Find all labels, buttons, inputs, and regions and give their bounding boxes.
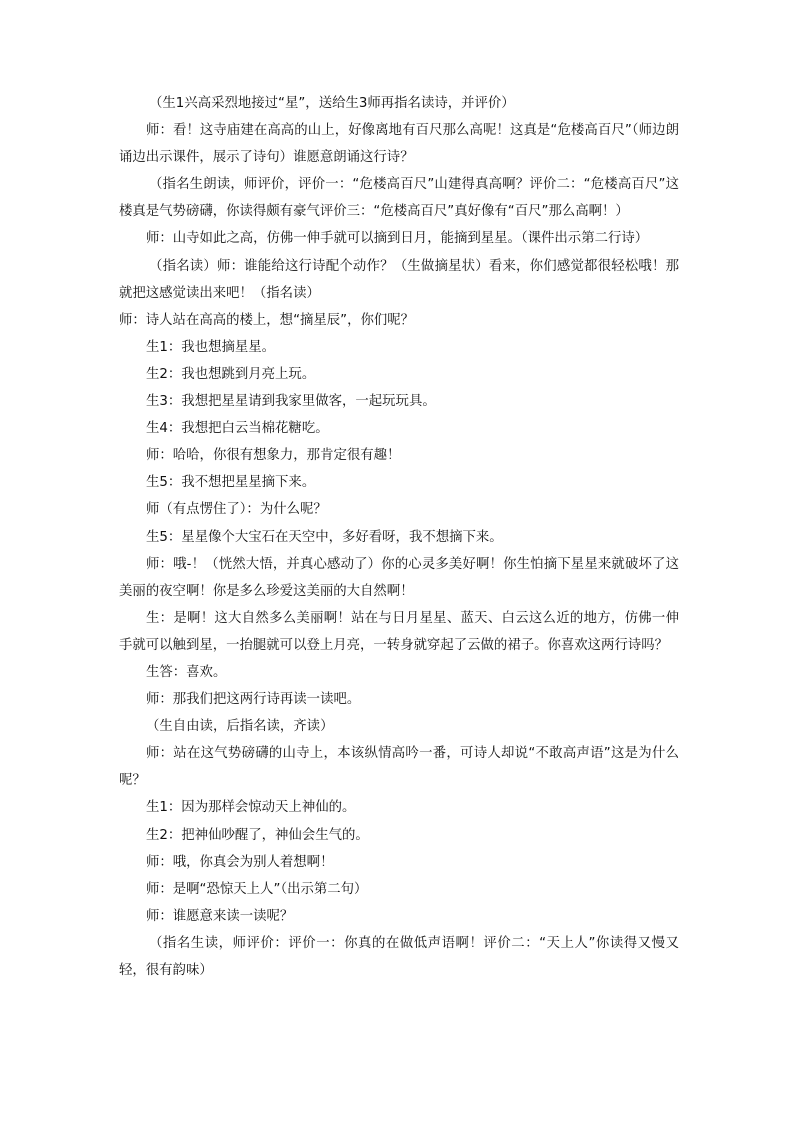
paragraph: 师（有点愣住了）：为什么呢？ [146, 502, 327, 518]
paragraph: 师：是啊“恐惊天上人”（出示第二句） [146, 881, 368, 897]
paragraph: （生1兴高采烈地接过“星”，送给生3师再指名读诗，并评价） [149, 96, 515, 111]
paragraph: （指名生读，师评价：评价一：你真的在做低声语啊！评价二：“天上人”你读得又慢又轻，很有韵味） [119, 935, 679, 978]
paragraph: （生自由读，后指名读，齐读） [146, 719, 334, 735]
paragraph: 生1：我也想摘星星。 [146, 339, 276, 355]
paragraph: 生1：因为那样会惊动天上神仙的。 [146, 800, 356, 816]
paragraph: 师：哦-！（恍然大悟，并真心感动了）你的心灵多美好啊！你生怕摘下星星来就破坏了这美丽的夜空啊！你是多么珍爱这美丽的大自然啊！ [119, 556, 679, 599]
paragraph: 生5：我不想把星星摘下来。 [146, 475, 316, 491]
paragraph: 生4：我想把白云当棉花糖吃。 [146, 421, 329, 437]
paragraph: （指名读）师：谁能给这行诗配个动作？（生做摘星状）看来，你们感觉都很轻松哦！那就把这感觉读出来吧！（指名读） [119, 258, 679, 301]
paragraph: 师：哦，你真会为别人着想啊！ [146, 854, 334, 870]
paragraph: 生3：我想把星星请到我家里做客，一起玩玩具。 [146, 394, 436, 410]
paragraph: 师：那我们把这两行诗再读一读吧。 [146, 692, 361, 708]
document-body [119, 90, 679, 984]
paragraph: 生答：喜欢。 [146, 664, 227, 680]
paragraph: 师：看！这寺庙建在高高的山上，好像离地有百尺那么高呢！这真是“危楼高百尺”（师边朗诵边出示课件，展示了诗句）谁愿意朗诵这行诗？ [119, 123, 679, 166]
paragraph: 生2：我也想跳到月亮上玩。 [146, 366, 316, 382]
paragraph: 生：是啊！这大自然多么美丽啊！站在与日月星星、蓝天、白云这么近的地方，仿佛一伸手就可以触到星，一抬腿就可以登上月亮，一转身就穿起了云做的裙子。你喜欢这两行诗吗？ [119, 610, 679, 653]
paragraph: 师：哈哈，你很有想象力，那肯定很有趣！ [146, 448, 401, 464]
paragraph: （指名生朗读，师评价，评价一：“危楼高百尺”山建得真高啊？评价二：“危楼高百尺”这楼真是气势磅礴，你读得颇有豪气评价三：“危楼高百尺”真好像有“百尺”那么高啊！） [119, 177, 679, 220]
paragraph: 生2：把神仙吵醒了，神仙会生气的。 [146, 827, 369, 843]
paragraph: 师：站在这气势磅礴的山寺上，本该纵情高吟一番，可诗人却说“不敢高声语”这是为什么呢？ [119, 746, 679, 789]
paragraph: 师：诗人站在高高的楼上，想“摘星辰”，你们呢？ [119, 312, 415, 328]
paragraph: 师：山寺如此之高，仿佛一伸手就可以摘到日月，能摘到星星。（课件出示第二行诗） [146, 231, 649, 247]
paragraph: 师：谁愿意来读一读呢？ [146, 908, 294, 924]
paragraph: 生5：星星像个大宝石在天空中，多好看呀，我不想摘下来。 [146, 529, 503, 545]
